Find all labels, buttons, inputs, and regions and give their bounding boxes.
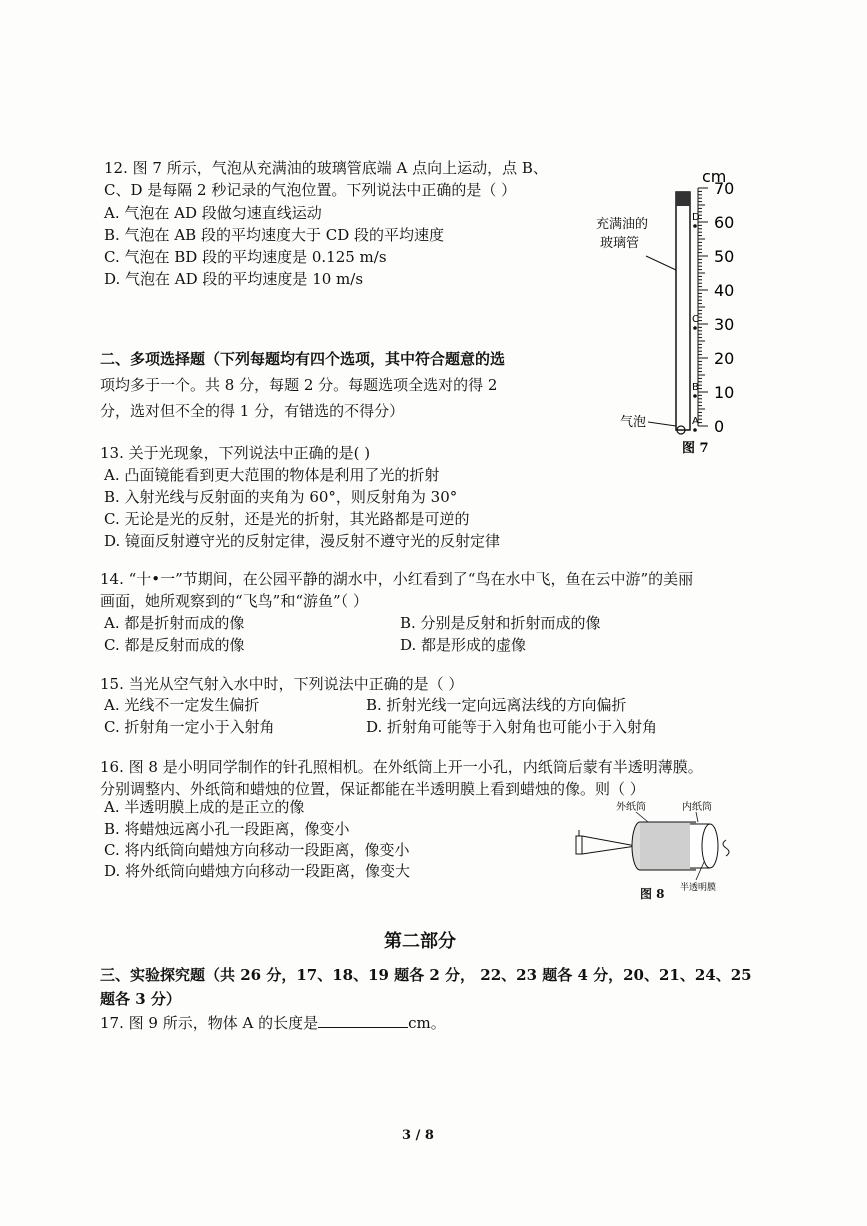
- fig7-tick-label: 0: [714, 417, 725, 436]
- q15-stem: 15. 当光从空气射入水中时，下列说法中正确的是（ ）: [100, 675, 464, 693]
- fig7-tick-label: 10: [714, 383, 735, 402]
- q13-option-b: B. 入射光线与反射面的夹角为 60°，则反射角为 30°: [104, 488, 458, 506]
- section3-header-line2: 题各 3 分）: [100, 990, 181, 1008]
- q14-option-a: A. 都是折射而成的像: [104, 614, 245, 632]
- fig7-point-label: B: [692, 382, 699, 393]
- q16-stem-line1: 16. 图 8 是小明同学制作的针孔照相机。在外纸筒上开一小孔，内纸筒后蒙有半透明薄膜。: [100, 758, 703, 776]
- fig7-tick-label: 70: [714, 179, 735, 198]
- fig7-point-dot: [693, 394, 697, 398]
- section2-header-line2: 项均多于一个。共 8 分，每题 2 分。每题选项全选对的得 2: [100, 376, 498, 394]
- q16-option-c: C. 将内纸筒向蜡烛方向移动一段距离，像变小: [104, 841, 410, 859]
- fig8-outer-pointer: [636, 812, 648, 822]
- fig8-film-label: 半透明膜: [680, 883, 717, 893]
- q17-stem-after: cm。: [408, 1014, 446, 1032]
- q14-option-d: D. 都是形成的虚像: [400, 636, 527, 654]
- fig7-tick-label: 30: [714, 315, 735, 334]
- q15-option-d: D. 折射角可能等于入射角也可能小于入射角: [366, 718, 658, 736]
- q14-stem-line1: 14. “十•一”节期间，在公园平静的湖水中，小红看到了“鸟在水中飞，鱼在云中游”的美丽: [100, 570, 694, 588]
- q14-stem-line2: 画面，她所观察到的“飞鸟”和“游鱼”（ ）: [100, 592, 368, 610]
- fig7-point-label: D: [692, 212, 700, 223]
- fig7-tube-stopper: [676, 192, 690, 206]
- q12-option-c: C. 气泡在 BD 段的平均速度是 0.125 m/s: [104, 248, 387, 266]
- fig7-bubble-label: 气泡: [620, 415, 647, 430]
- fig8-caption: 图 8: [640, 887, 665, 901]
- q16-option-a: A. 半透明膜上成的是正立的像: [104, 798, 305, 816]
- q14-option-b: B. 分别是反射和折射而成的像: [400, 614, 601, 632]
- fig8-outer-tube-body: [640, 822, 696, 870]
- q17-answer-blank[interactable]: [318, 1013, 408, 1028]
- q13-option-a: A. 凸面镜能看到更大范围的物体是利用了光的折射: [104, 466, 440, 484]
- section2-header-line3: 分，选对但不全的得 1 分，有错选的不得分）: [100, 402, 405, 420]
- q12-stem-line1: 12. 图 7 所示，气泡从充满油的玻璃管底端 A 点向上运动，点 B、: [104, 159, 548, 177]
- fig8-ray-bottom: [582, 846, 636, 854]
- q16-stem-line2: 分别调整内、外纸筒和蜡烛的位置，保证都能在半透明膜上看到蜡烛的像。则（ ）: [100, 780, 645, 798]
- fig7-bubble-pointer: [648, 422, 676, 426]
- q12-stem-line2: C、D 是每隔 2 秒记录的气泡位置。下列说法中正确的是（ ）: [104, 181, 517, 199]
- fig7-point-dot: [693, 428, 697, 432]
- q13-option-c: C. 无论是光的反射，还是光的折射，其光路都是可逆的: [104, 510, 470, 528]
- fig7-tick-label: 50: [714, 247, 735, 266]
- fig7-unit-label: cm: [702, 167, 727, 186]
- figure-7-diagram: [590, 160, 790, 460]
- fig8-candle: [576, 836, 582, 854]
- fig7-ruler-ticks: [698, 179, 734, 436]
- q12-option-d: D. 气泡在 AD 段的平均速度是 10 m/s: [104, 270, 364, 288]
- q15-option-a: A. 光线不一定发生偏折: [104, 696, 260, 714]
- fig7-point-dot: [693, 326, 697, 330]
- fig7-tube-pointer: [646, 256, 676, 270]
- page-number: 3 / 8: [402, 1128, 434, 1143]
- fig8-ray-top: [582, 836, 636, 846]
- fig7-glass-tube: [676, 192, 690, 430]
- q16-option-b: B. 将蜡烛远离小孔一段距离，像变小: [104, 820, 350, 838]
- fig8-inner-pointer: [696, 812, 698, 822]
- fig7-point-label: A: [692, 416, 699, 427]
- figure-7: [590, 160, 790, 460]
- fig7-point-label: C: [692, 314, 699, 325]
- part2-title: 第二部分: [384, 931, 456, 952]
- fig7-tube-label-1: 充满油的: [596, 217, 649, 232]
- fig7-caption: 图 7: [682, 441, 709, 456]
- q13-stem: 13. 关于光现象，下列说法中正确的是( ): [100, 444, 371, 462]
- q12-option-a: A. 气泡在 AD 段做匀速直线运动: [104, 204, 322, 222]
- section2-header-line1: 二、多项选择题（下列每题均有四个选项，其中符合题意的选: [100, 350, 506, 368]
- section3-header-line1: 三、实验探究题（共 26 分，17、18、19 题各 2 分， 22、23 题各 4 分，20、21、24、25: [100, 966, 752, 984]
- q12-option-b: B. 气泡在 AB 段的平均速度大于 CD 段的平均速度: [104, 226, 444, 244]
- q14-option-c: C. 都是反射而成的像: [104, 636, 245, 654]
- fig8-outer-label: 外纸筒: [616, 802, 646, 813]
- q17-stem-before: 17. 图 9 所示，物体 A 的长度是: [100, 1014, 319, 1032]
- fig7-tick-label: 40: [714, 281, 735, 300]
- q16-option-d: D. 将外纸筒向蜡烛方向移动一段距离，像变大: [104, 862, 411, 880]
- q17-stem: [100, 1013, 446, 1033]
- fig8-inner-label: 内纸筒: [682, 802, 712, 813]
- fig7-tube-label-2: 玻璃管: [600, 236, 640, 251]
- q15-option-c: C. 折射角一定小于入射角: [104, 718, 275, 736]
- fig8-eye-icon: [723, 840, 729, 856]
- q15-option-b: B. 折射光线一定向远离法线的方向偏折: [366, 696, 627, 714]
- q13-option-d: D. 镜面反射遵守光的反射定律，漫反射不遵守光的反射定律: [104, 532, 501, 550]
- fig7-point-dot: [693, 224, 697, 228]
- fig8-translucent-film: [702, 824, 718, 868]
- fig7-tick-label: 20: [714, 349, 735, 368]
- fig7-tick-label: 60: [714, 213, 735, 232]
